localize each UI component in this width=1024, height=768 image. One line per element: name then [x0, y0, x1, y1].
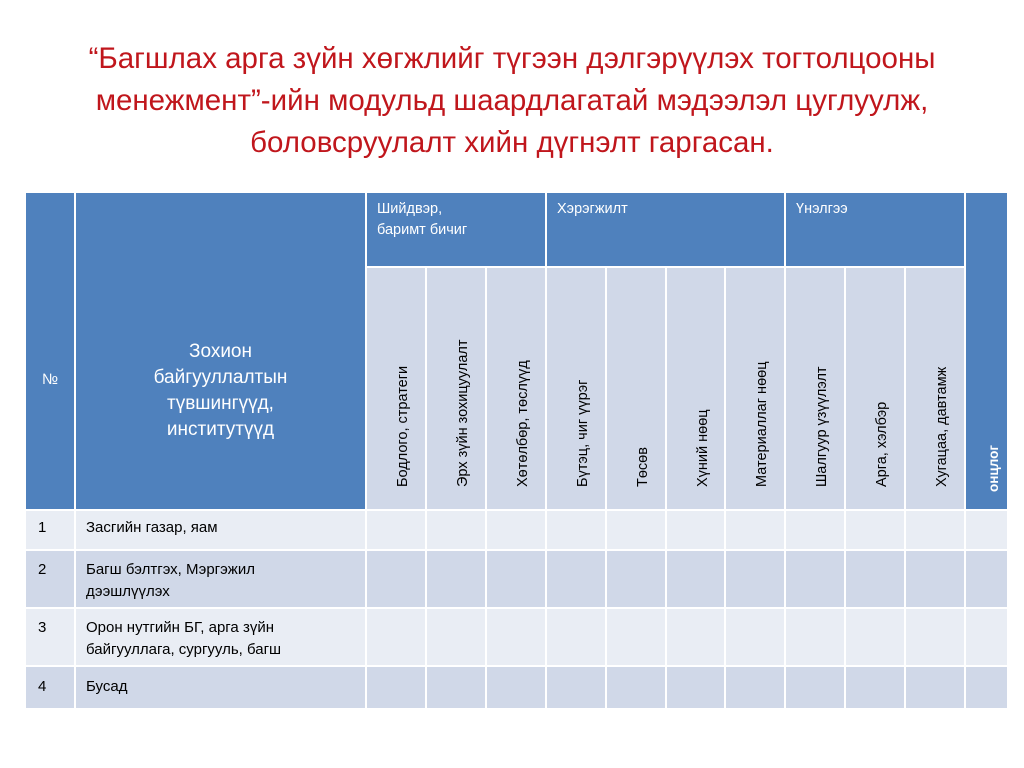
grid-line	[425, 509, 427, 708]
group-header-label	[557, 199, 778, 220]
subheader-timing	[906, 268, 964, 509]
title-line: боловсруулалт хийн дүгнэлт гаргасан.	[250, 126, 774, 159]
row-organization	[76, 517, 365, 539]
grid-line	[485, 509, 487, 708]
organization-header-label	[76, 339, 365, 443]
row-organization	[76, 676, 365, 698]
grid-line	[904, 509, 906, 708]
row-number: 4	[38, 678, 47, 695]
grid-line	[784, 509, 786, 708]
data-table	[26, 193, 1007, 708]
organization-header	[76, 193, 365, 509]
grid-line	[365, 509, 367, 708]
subheader-material	[726, 268, 784, 509]
title-line: “Багшлах арга зүйн хөгжлийг түгээн дэлгэрүүлэх тогтолцооны	[88, 42, 936, 75]
subheader-label: Шалгуур үзүүлэлт	[814, 365, 830, 487]
subheader-label: Бодлого, стратеги	[395, 365, 411, 487]
subheader-label: Төсөв	[635, 446, 651, 487]
features-header	[966, 193, 1007, 509]
group-header-label	[796, 199, 958, 220]
org-header-line: байгууллалтын	[153, 367, 288, 388]
row-organization-line: Бусад	[86, 678, 128, 695]
row-organization-line: байгууллага, сургууль, багш	[86, 641, 282, 658]
grid-line	[964, 509, 966, 708]
grid-line	[844, 509, 846, 708]
subheader-label: Материаллаг нөөц	[754, 360, 770, 487]
grid-line	[545, 509, 547, 708]
group-header-line: Шийдвэр,	[377, 201, 443, 217]
org-header-line: Зохион	[188, 341, 252, 362]
row-organization	[76, 559, 365, 603]
row-organization-line: дээшлүүлэх	[86, 583, 170, 600]
grid-line	[605, 509, 607, 708]
subheader-label: Бүтэц, чиг үүрэг	[575, 379, 591, 487]
row-organization	[76, 617, 365, 661]
subheader-label: Арга, хэлбэр	[874, 401, 890, 487]
org-header-line: институтүүд	[166, 419, 275, 440]
number-header	[26, 193, 74, 509]
subheader-label: Хөтөлбөр, төслүүд	[515, 359, 531, 487]
grid-line	[665, 509, 667, 708]
subheader-hr	[667, 268, 724, 509]
group-header-decision	[367, 193, 545, 266]
grid-line	[724, 509, 726, 708]
slide-title	[0, 38, 1024, 164]
row-organization-line: Засгийн газар, яам	[86, 519, 218, 536]
group-header-implementation	[547, 193, 784, 266]
row-organization-line: Багш бэлтгэх, Мэргэжил	[86, 561, 255, 578]
org-header-line: түвшингүүд,	[167, 393, 274, 414]
subheader-policy	[367, 268, 425, 509]
group-header-line: Хэрэгжилт	[557, 201, 628, 217]
row-number: 1	[38, 519, 47, 536]
row-number: 3	[38, 619, 47, 636]
group-header-evaluation	[786, 193, 964, 266]
subheader-legal	[427, 268, 485, 509]
subheader-label: Хүний нөөц	[694, 408, 711, 487]
subheader-budget	[607, 268, 665, 509]
subheader-criteria	[786, 268, 844, 509]
number-header-label: №	[41, 371, 59, 388]
group-header-line: баримт бичиг	[377, 222, 468, 238]
row-organization-line: Орон нутгийн БГ, арга зүйн	[86, 619, 274, 636]
subheader-methods	[846, 268, 904, 509]
group-header-label	[377, 199, 539, 241]
subheader-label: Хугацаа, давтамж	[934, 366, 950, 487]
row-number: 2	[38, 561, 47, 578]
subheader-programs	[487, 268, 545, 509]
subheader-label: Эрх зүйн зохицуулалт	[455, 339, 471, 487]
features-header-label: онцлог	[985, 444, 1001, 492]
group-header-line: Үнэлгээ	[796, 201, 848, 217]
title-line: менежмент”-ийн модульд шаардлагатай мэдээлэл цуглуулж,	[95, 84, 929, 117]
subheader-structure	[547, 268, 605, 509]
